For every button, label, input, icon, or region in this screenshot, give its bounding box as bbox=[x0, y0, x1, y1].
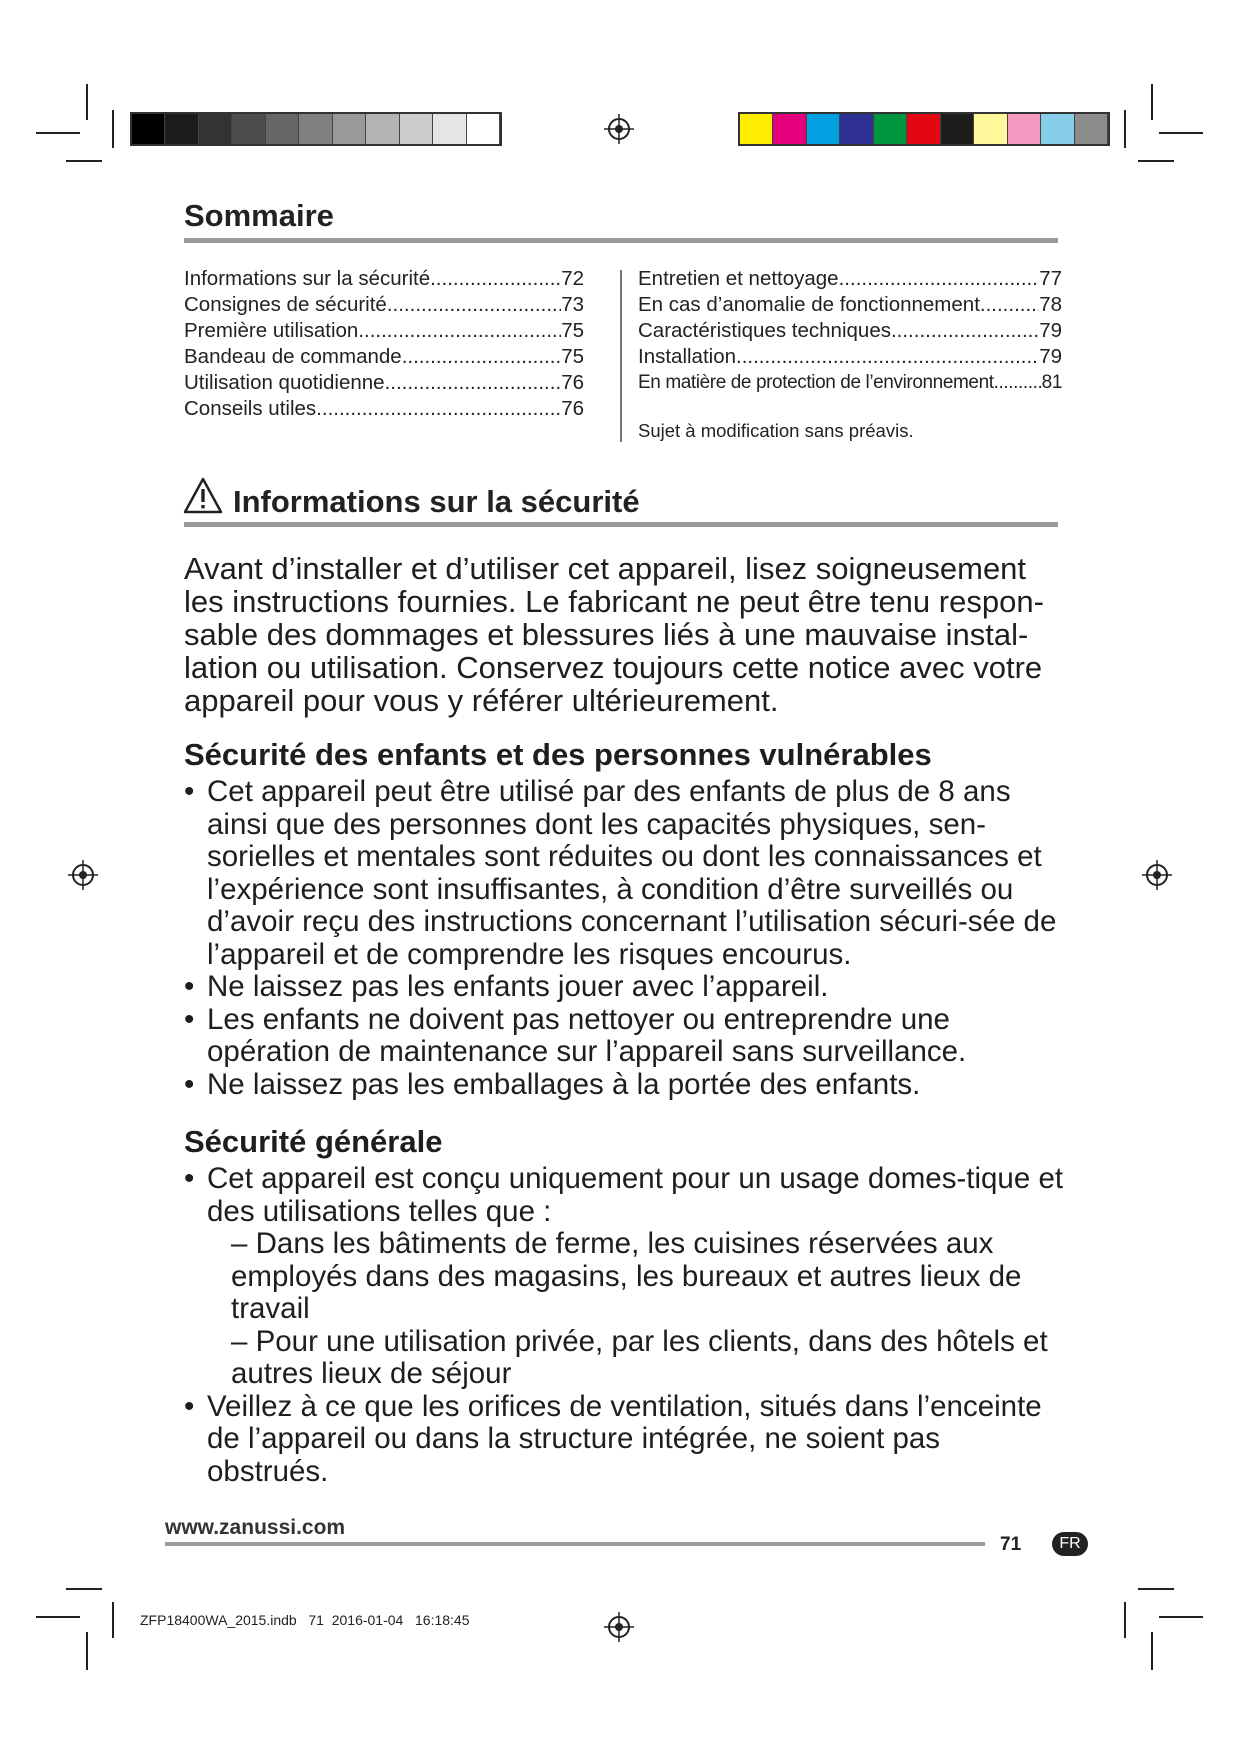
color-swatch bbox=[266, 114, 299, 144]
toc-entry-label: Caractéristiques techniques bbox=[638, 319, 891, 342]
toc-leader-dots bbox=[358, 318, 561, 344]
footer-rule bbox=[165, 1542, 985, 1546]
toc-divider bbox=[620, 270, 622, 442]
registration-mark-icon bbox=[68, 860, 98, 890]
toc-entry-label: Première utilisation bbox=[184, 319, 359, 342]
color-swatch bbox=[1041, 114, 1074, 144]
toc-entry-label: Entretien et nettoyage... bbox=[638, 267, 856, 290]
toc-leader-dots bbox=[736, 344, 1039, 370]
color-swatch bbox=[941, 114, 974, 144]
color-swatch bbox=[299, 114, 332, 144]
children-safety-list bbox=[184, 776, 1064, 1101]
color-swatch bbox=[400, 114, 433, 144]
color-swatch bbox=[974, 114, 1007, 144]
toc-entry[interactable] bbox=[184, 266, 584, 292]
sub-item: – Dans les bâtiments de ferme, les cuisines réservées aux employés dans des magasins, les bureaux et autres lieux de travail bbox=[231, 1227, 1022, 1325]
toc-entry-page: 79 bbox=[1039, 319, 1062, 342]
list-item: • Veillez à ce que les orifices de ventilation, situés dans l’enceinte de l’appareil ou dans la structure intégrée, ne soient pas obstrués. bbox=[184, 1391, 1064, 1489]
color-swatch bbox=[874, 114, 907, 144]
color-swatch bbox=[840, 114, 873, 144]
website-link[interactable]: www.zanussi.com bbox=[165, 1516, 346, 1539]
toc-entry-page: 72 bbox=[561, 267, 584, 290]
toc-entry[interactable] bbox=[184, 292, 584, 318]
toc-entry[interactable] bbox=[638, 266, 1062, 292]
toc-entry-label: Consignes de sécurité bbox=[184, 293, 387, 316]
toc-entry[interactable] bbox=[638, 292, 1062, 318]
toc-leader-dots bbox=[980, 292, 1039, 318]
children-safety-title: Sécurité des enfants et des personnes vulnérables bbox=[184, 737, 932, 772]
toc-entry-page: 73 bbox=[561, 293, 584, 316]
toc-entry[interactable] bbox=[184, 396, 584, 422]
toc-leader-dots bbox=[387, 292, 561, 318]
toc-entry[interactable] bbox=[638, 318, 1062, 344]
language-badge: FR bbox=[1052, 1532, 1088, 1556]
safety-title: Informations sur la sécurité bbox=[233, 484, 640, 519]
color-swatch bbox=[232, 114, 265, 144]
toc-entry[interactable] bbox=[184, 370, 584, 396]
toc-leader-dots bbox=[430, 266, 561, 292]
toc-entry-label: Installation bbox=[638, 345, 737, 368]
toc-entry-label: En matière de protection de l’environnement bbox=[638, 372, 994, 393]
toc-right-column bbox=[638, 266, 1062, 396]
color-swatch bbox=[467, 114, 500, 144]
color-swatch bbox=[773, 114, 806, 144]
toc-entry-label: Informations sur la sécurité bbox=[184, 267, 431, 290]
sommaire-title: Sommaire bbox=[184, 198, 334, 233]
safety-intro: Avant d’installer et d’utiliser cet appareil, lisez soigneusement les instructions fournies. Le fabricant ne peut être tenu respon-sable des dommages et blessures liés à une mauvaise instal-lation ou utilisation. Conservez toujours cette notice avec votre appareil pour vous y référer ultérieurement. bbox=[184, 551, 1044, 718]
list-item: • Ne laissez pas les emballages à la portée des enfants. bbox=[184, 1069, 1064, 1102]
color-swatch bbox=[907, 114, 940, 144]
page-number: 71 bbox=[1000, 1534, 1022, 1555]
toc-entry-label: En cas d’anomalie de fonctionnement bbox=[638, 293, 980, 316]
sommaire-rule bbox=[184, 238, 1058, 243]
process-color-bar bbox=[738, 112, 1110, 146]
toc-entry-page: 77 bbox=[1039, 267, 1062, 290]
color-swatch bbox=[1075, 114, 1108, 144]
color-swatch bbox=[199, 114, 232, 144]
toc-entry-page: 76 bbox=[561, 371, 584, 394]
toc-entry-label: Utilisation quotidienne bbox=[184, 371, 385, 394]
toc-entry-page: 79 bbox=[1039, 345, 1062, 368]
general-safety-title: Sécurité générale bbox=[184, 1124, 443, 1159]
list-item-text: Cet appareil est conçu uniquement pour un usage domes-tique et des utilisations telles que : bbox=[207, 1162, 1064, 1228]
grayscale-color-bar bbox=[130, 112, 502, 146]
toc-entry-page: 78 bbox=[1039, 293, 1062, 316]
color-swatch bbox=[807, 114, 840, 144]
sub-list bbox=[207, 1228, 1064, 1391]
toc-entry[interactable] bbox=[638, 370, 1062, 396]
color-swatch bbox=[132, 114, 165, 144]
toc-left-column bbox=[184, 266, 584, 422]
toc-entry-page: 75 bbox=[561, 345, 584, 368]
warning-triangle-icon bbox=[182, 476, 224, 516]
toc-entry-label: Bandeau de commande bbox=[184, 345, 402, 368]
toc-entry-page: 75 bbox=[561, 319, 584, 342]
toc-leader-dots bbox=[316, 396, 561, 422]
registration-mark-icon bbox=[1142, 860, 1172, 890]
color-swatch bbox=[740, 114, 773, 144]
list-item: • Cet appareil peut être utilisé par des enfants de plus de 8 ans ainsi que des personnes dont les capacités physiques, sen-sorielles et mentales sont réduites ou dont les connaissances et l’expérience sont insuffisantes, à condition d’être surveillés ou d’avoir reçu des instructions concernant l’utilisation sécuri-sée de l’appareil et de comprendre les risques encourus. bbox=[184, 776, 1064, 971]
toc-entry[interactable] bbox=[638, 344, 1062, 370]
list-item: • Les enfants ne doivent pas nettoyer ou entreprendre une opération de maintenance sur l’appareil sans surveillance. bbox=[184, 1004, 1064, 1069]
toc-entry[interactable] bbox=[184, 318, 584, 344]
toc-leader-dots bbox=[385, 370, 562, 396]
registration-mark-icon bbox=[604, 1612, 634, 1642]
list-item: • Ne laissez pas les enfants jouer avec l’appareil. bbox=[184, 971, 1064, 1004]
color-swatch bbox=[1008, 114, 1041, 144]
print-slug: ZFP18400WA_2015.indb 71 2016-01-04 16:18:45 bbox=[140, 1612, 470, 1628]
sub-item: – Pour une utilisation privée, par les clients, dans des hôtels et autres lieux de séjour bbox=[231, 1324, 1048, 1390]
toc-entry-label: Conseils utiles bbox=[184, 397, 317, 420]
color-swatch bbox=[433, 114, 466, 144]
general-safety-list bbox=[184, 1163, 1064, 1488]
toc-leader-dots bbox=[402, 344, 562, 370]
safety-rule bbox=[184, 522, 1058, 527]
registration-mark-icon bbox=[604, 114, 634, 144]
toc-leader-dots bbox=[994, 370, 1042, 396]
toc-entry-page: 81 bbox=[1041, 372, 1062, 393]
color-swatch bbox=[165, 114, 198, 144]
modification-note: Sujet à modification sans préavis. bbox=[638, 420, 914, 441]
toc-entry[interactable] bbox=[184, 344, 584, 370]
color-swatch bbox=[366, 114, 399, 144]
list-item bbox=[184, 1163, 1064, 1391]
toc-leader-dots bbox=[856, 266, 1040, 292]
toc-leader-dots bbox=[891, 318, 1039, 344]
color-swatch bbox=[333, 114, 366, 144]
toc-entry-page: 76 bbox=[561, 397, 584, 420]
